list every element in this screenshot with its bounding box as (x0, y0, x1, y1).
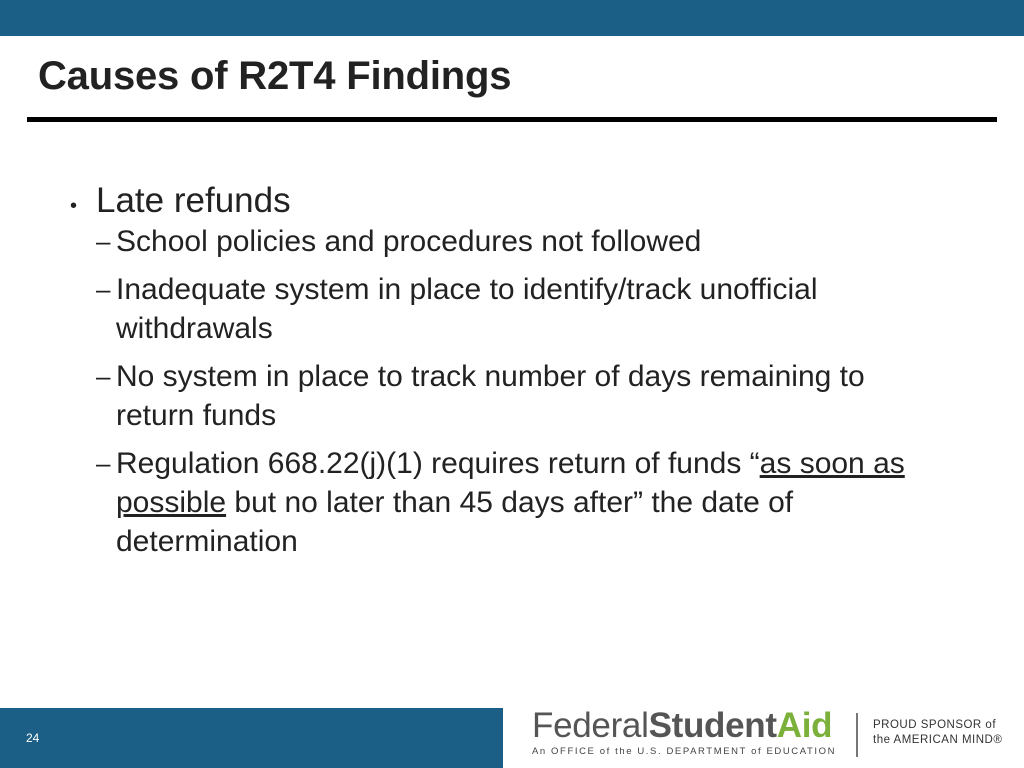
title-underline-rule (27, 117, 997, 122)
page-number: 24 (26, 731, 40, 745)
federal-student-aid-logo (532, 707, 836, 757)
sub-bullet-text: School policies and procedures not followed (116, 225, 702, 258)
regulation-text-end: but no later than 45 days after” the date of determination (116, 486, 794, 558)
sub-bullet-text: Inadequate system in place to identify/track unofficial withdrawals (116, 273, 818, 345)
logo-tagline: An OFFICE of the U.S. DEPARTMENT of EDUCATION (532, 746, 837, 757)
logo-wordmark (532, 707, 836, 745)
logo-student: Student (648, 706, 777, 745)
sponsor-line-2: the AMERICAN MIND® (873, 734, 1003, 746)
slide-title: Causes of R2T4 Findings (38, 54, 512, 98)
top-color-band (0, 0, 1024, 36)
slide-content (70, 180, 960, 561)
bullet-dot-icon: • (70, 195, 78, 217)
dash-icon: – (96, 274, 111, 304)
logo-federal: Federal (532, 706, 649, 745)
sub-bullet-list (70, 222, 960, 561)
dash-icon: – (96, 226, 111, 256)
regulation-underlined-text: as soon as possible (116, 447, 905, 519)
sub-bullet-item (96, 270, 960, 348)
sub-bullet-item (96, 357, 960, 435)
sub-bullet-item (96, 222, 960, 261)
footer-color-band (0, 708, 503, 768)
regulation-text-start: Regulation 668.22(j)(1) requires return of funds “ (116, 447, 760, 480)
bullet-late-refunds (70, 180, 960, 222)
sponsor-text (873, 718, 1002, 748)
dash-icon: – (96, 361, 111, 391)
sub-bullet-item-regulation (96, 444, 960, 561)
logo-aid: Aid (776, 706, 833, 745)
footer-divider (856, 713, 858, 757)
bullet-text: Late refunds (96, 181, 291, 220)
sub-bullet-text: No system in place to track number of days remaining to return funds (116, 360, 865, 432)
sub-bullet-text (116, 444, 936, 561)
sponsor-line-1: PROUD SPONSOR of (873, 719, 997, 731)
dash-icon: – (96, 448, 111, 478)
